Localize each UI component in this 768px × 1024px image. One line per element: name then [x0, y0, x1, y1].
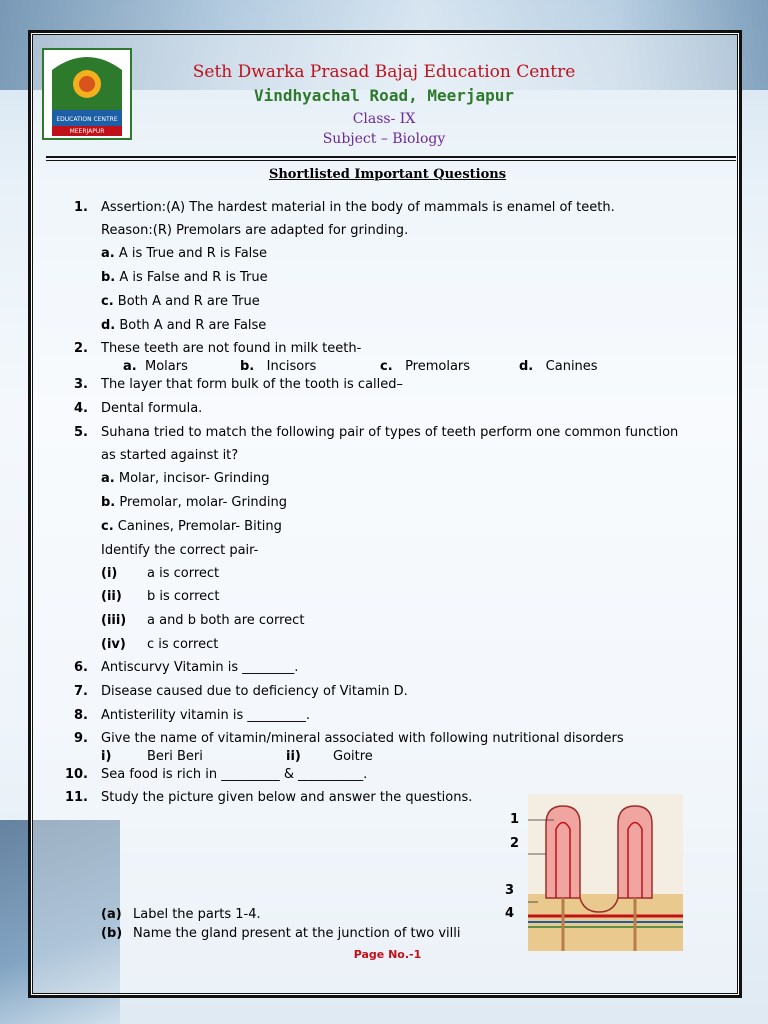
option-b: b. Premolar, molar- Grinding — [101, 495, 288, 510]
choice-text: Beri Beri — [147, 749, 203, 764]
question-number: 5. — [74, 425, 88, 440]
option-c: c. Both A and R are True — [101, 294, 260, 309]
question-text: The layer that form bulk of the tooth is called– — [101, 377, 404, 392]
choice-key: (iii) — [101, 613, 127, 628]
choice-key: ii) — [286, 749, 301, 764]
school-address: Vindhyachal Road, Meerjapur — [253, 86, 515, 105]
diagram-label-4: 4 — [505, 906, 515, 921]
logo-text: EDUCATION CENTRE — [56, 116, 118, 123]
choice-key: (ii) — [101, 589, 122, 604]
choice-text: a is correct — [147, 566, 220, 581]
question-text: Antiscurvy Vitamin is ________. — [101, 660, 299, 675]
question-number: 7. — [74, 684, 88, 699]
question-text: These teeth are not found in milk teeth- — [101, 341, 362, 356]
question-text: Dental formula. — [101, 401, 203, 416]
option-a: a. A is True and R is False — [101, 246, 268, 261]
option-b: b. A is False and R is True — [101, 270, 268, 285]
question-number: 10. — [64, 767, 88, 782]
villi-diagram — [528, 794, 683, 951]
option-c: c. Premolars — [380, 359, 471, 374]
question-text: as started against it? — [101, 448, 239, 463]
question-number: 6. — [74, 660, 88, 675]
option-d: d. Both A and R are False — [101, 318, 267, 333]
question-text: Reason:(R) Premolars are adapted for grinding. — [101, 223, 409, 238]
class-label: Class- IX — [352, 111, 416, 127]
diagram-label-3: 3 — [505, 883, 515, 898]
subject-label: Subject – Biology — [322, 131, 446, 147]
question-number: 4. — [74, 401, 88, 416]
question-text: Disease caused due to deficiency of Vitamin D. — [101, 684, 408, 699]
question-text: Suhana tried to match the following pair of types of teeth perform one common function — [101, 425, 679, 440]
question-text: Study the picture given below and answer the questions. — [101, 790, 473, 805]
school-name: Seth Dwarka Prasad Bajaj Education Centre — [192, 62, 576, 82]
choice-key: (iv) — [101, 637, 126, 652]
question-text: Sea food is rich in _________ & __________. — [101, 767, 368, 782]
logo-city: MEERJAPUR — [69, 128, 105, 135]
question-number: 3. — [74, 377, 88, 392]
question-number: 8. — [74, 708, 88, 723]
question-text: Identify the correct pair- — [101, 543, 259, 558]
sub-question-text: Name the gland present at the junction of two villi — [133, 926, 461, 941]
question-text: Assertion:(A) The hardest material in the body of mammals is enamel of teeth. — [101, 200, 615, 215]
diagram-label-2: 2 — [510, 836, 520, 851]
header-divider — [46, 156, 736, 158]
question-text: Antisterility vitamin is _________. — [101, 708, 310, 723]
option-c: c. Canines, Premolar- Biting — [101, 519, 282, 534]
sub-question-key: (b) — [101, 926, 123, 941]
header-divider-thin — [46, 160, 736, 161]
choice-text: a and b both are correct — [147, 613, 305, 628]
option-d: d. Canines — [519, 359, 598, 374]
choice-key: (i) — [101, 566, 118, 581]
choice-key: i) — [101, 749, 112, 764]
question-number: 1. — [74, 200, 88, 215]
page-number: Page No.-1 — [353, 948, 422, 961]
choice-text: b is correct — [147, 589, 220, 604]
question-number: 11. — [64, 790, 88, 805]
question-number: 9. — [74, 731, 88, 746]
sub-question-text: Label the parts 1-4. — [133, 907, 261, 922]
choice-text: c is correct — [147, 637, 219, 652]
diagram-label-1: 1 — [510, 812, 520, 827]
choice-text: Goitre — [333, 749, 373, 764]
question-number: 2. — [74, 341, 88, 356]
sub-question-key: (a) — [101, 907, 122, 922]
question-text: Give the name of vitamin/mineral associated with following nutritional disorders — [101, 731, 624, 746]
option-a: a. Molars — [123, 359, 188, 374]
section-title: Shortlisted Important Questions — [268, 167, 507, 182]
option-b: b. Incisors — [240, 359, 317, 374]
option-a: a. Molar, incisor- Grinding — [101, 471, 270, 486]
